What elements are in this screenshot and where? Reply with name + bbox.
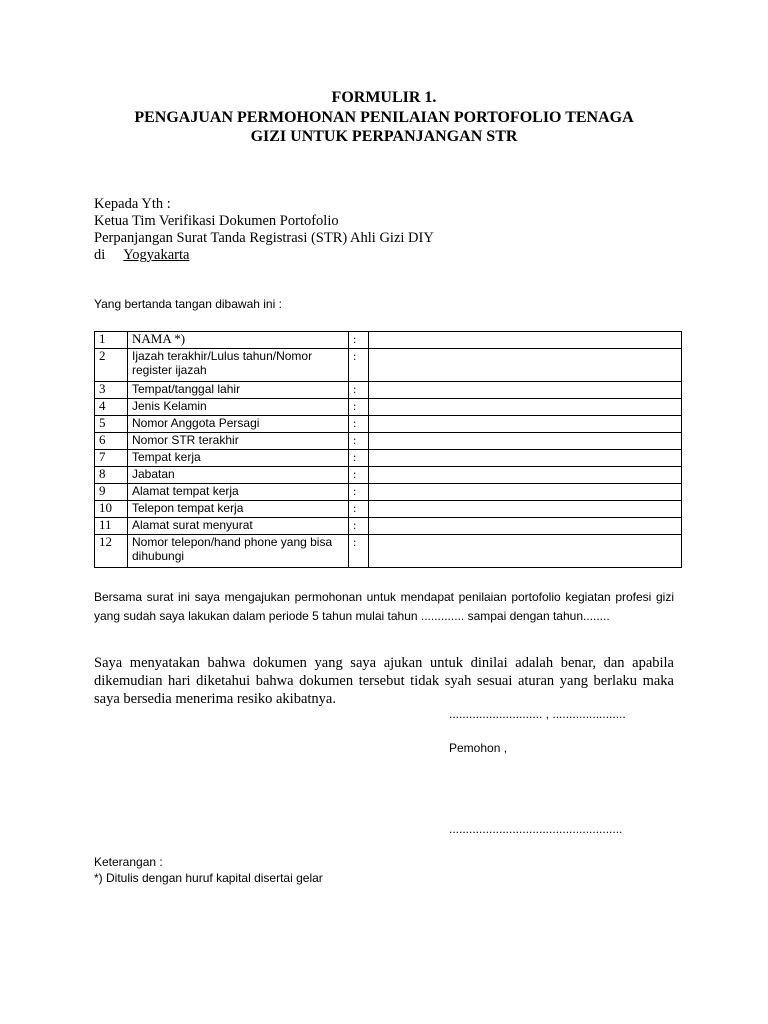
location-city: Yogyakarta <box>123 247 190 263</box>
form-title-line-1: PENGAJUAN PERMOHONAN PENILAIAN PORTOFOLIO TENAGA <box>134 109 634 126</box>
str-number-field[interactable] <box>369 433 682 450</box>
recipient-unit: Perpanjangan Surat Tanda Registrasi (STR) Ahli Gizi DIY <box>94 230 434 246</box>
row-number: 7 <box>95 450 128 467</box>
table-row <box>95 484 682 501</box>
row-label: Jenis Kelamin <box>128 399 349 416</box>
application-statement: Bersama surat ini saya mengajukan permohonan untuk mendapat penilaian portofolio kegiatan profesi gizi yang sudah saya lakukan dalam periode 5 tahun mulai tahun ............. sampai dengan tahun........ <box>94 590 674 623</box>
row-number: 11 <box>95 518 128 535</box>
row-colon: : <box>349 382 369 399</box>
contact-phone-field[interactable] <box>369 535 682 568</box>
table-row <box>95 332 682 349</box>
applicant-data-table <box>94 331 682 568</box>
row-number: 1 <box>95 332 128 349</box>
row-label: Nomor telepon/hand phone yang bisa dihubungi <box>128 535 349 568</box>
signature-role: Pemohon , <box>449 741 508 755</box>
row-number: 10 <box>95 501 128 518</box>
recipient-salutation: Kepada Yth : <box>94 196 171 212</box>
row-number: 5 <box>95 416 128 433</box>
declaration-statement: Saya menyatakan bahwa dokumen yang saya ajukan untuk dinilai adalah benar, dan apabila dikemudian hari diketahui bahwa dokumen tersebut tidak syah sesuai aturan yang berlaku maka saya bersedia menerima resiko akibatnya. <box>94 655 674 707</box>
row-colon: : <box>349 450 369 467</box>
signature-line: .................................................... <box>449 822 623 836</box>
row-number: 3 <box>95 382 128 399</box>
form-number-title: FORMULIR 1. <box>331 89 437 106</box>
row-label: Ijazah terakhir/Lulus tahun/Nomor register ijazah <box>128 349 349 382</box>
notes-item: *) Ditulis dengan huruf kapital disertai gelar <box>94 871 323 885</box>
position-field[interactable] <box>369 467 682 484</box>
row-number: 4 <box>95 399 128 416</box>
table-row <box>95 433 682 450</box>
row-colon: : <box>349 467 369 484</box>
row-label: Telepon tempat kerja <box>128 501 349 518</box>
row-colon: : <box>349 535 369 568</box>
row-colon: : <box>349 433 369 450</box>
table-row <box>95 467 682 484</box>
row-label: Alamat surat menyurat <box>128 518 349 535</box>
table-row <box>95 518 682 535</box>
row-label: Tempat/tanggal lahir <box>128 382 349 399</box>
table-row <box>95 349 682 382</box>
row-colon: : <box>349 349 369 382</box>
table-row <box>95 535 682 568</box>
recipient-name: Ketua Tim Verifikasi Dokumen Portofolio <box>94 213 339 229</box>
row-colon: : <box>349 518 369 535</box>
row-colon: : <box>349 501 369 518</box>
diploma-value-field[interactable] <box>369 349 682 382</box>
gender-value-field[interactable] <box>369 399 682 416</box>
table-row <box>95 416 682 433</box>
form-title-line-2: GIZI UNTUK PERPANJANGAN STR <box>250 128 518 145</box>
row-colon: : <box>349 416 369 433</box>
workplace-address-field[interactable] <box>369 484 682 501</box>
row-label: Jabatan <box>128 467 349 484</box>
recipient-location <box>94 247 189 264</box>
workplace-field[interactable] <box>369 450 682 467</box>
row-number: 2 <box>95 349 128 382</box>
table-row <box>95 382 682 399</box>
table-row <box>95 450 682 467</box>
row-label: Tempat kerja <box>128 450 349 467</box>
name-value-field[interactable] <box>369 332 682 349</box>
location-prefix: di <box>94 247 106 263</box>
workplace-phone-field[interactable] <box>369 501 682 518</box>
row-label: Alamat tempat kerja <box>128 484 349 501</box>
birth-value-field[interactable] <box>369 382 682 399</box>
row-label: Nomor STR terakhir <box>128 433 349 450</box>
row-colon: : <box>349 332 369 349</box>
table-row <box>95 501 682 518</box>
row-number: 9 <box>95 484 128 501</box>
notes-heading: Keterangan : <box>94 855 163 869</box>
row-colon: : <box>349 399 369 416</box>
intro-text: Yang bertanda tangan dibawah ini : <box>94 297 282 311</box>
table-row <box>95 399 682 416</box>
mailing-address-field[interactable] <box>369 518 682 535</box>
row-number: 12 <box>95 535 128 568</box>
row-label: Nomor Anggota Persagi <box>128 416 349 433</box>
persagi-number-field[interactable] <box>369 416 682 433</box>
row-number: 6 <box>95 433 128 450</box>
row-label: NAMA *) <box>128 332 349 349</box>
signature-place-date: ............................ , ...................... <box>449 707 626 721</box>
row-number: 8 <box>95 467 128 484</box>
row-colon: : <box>349 484 369 501</box>
